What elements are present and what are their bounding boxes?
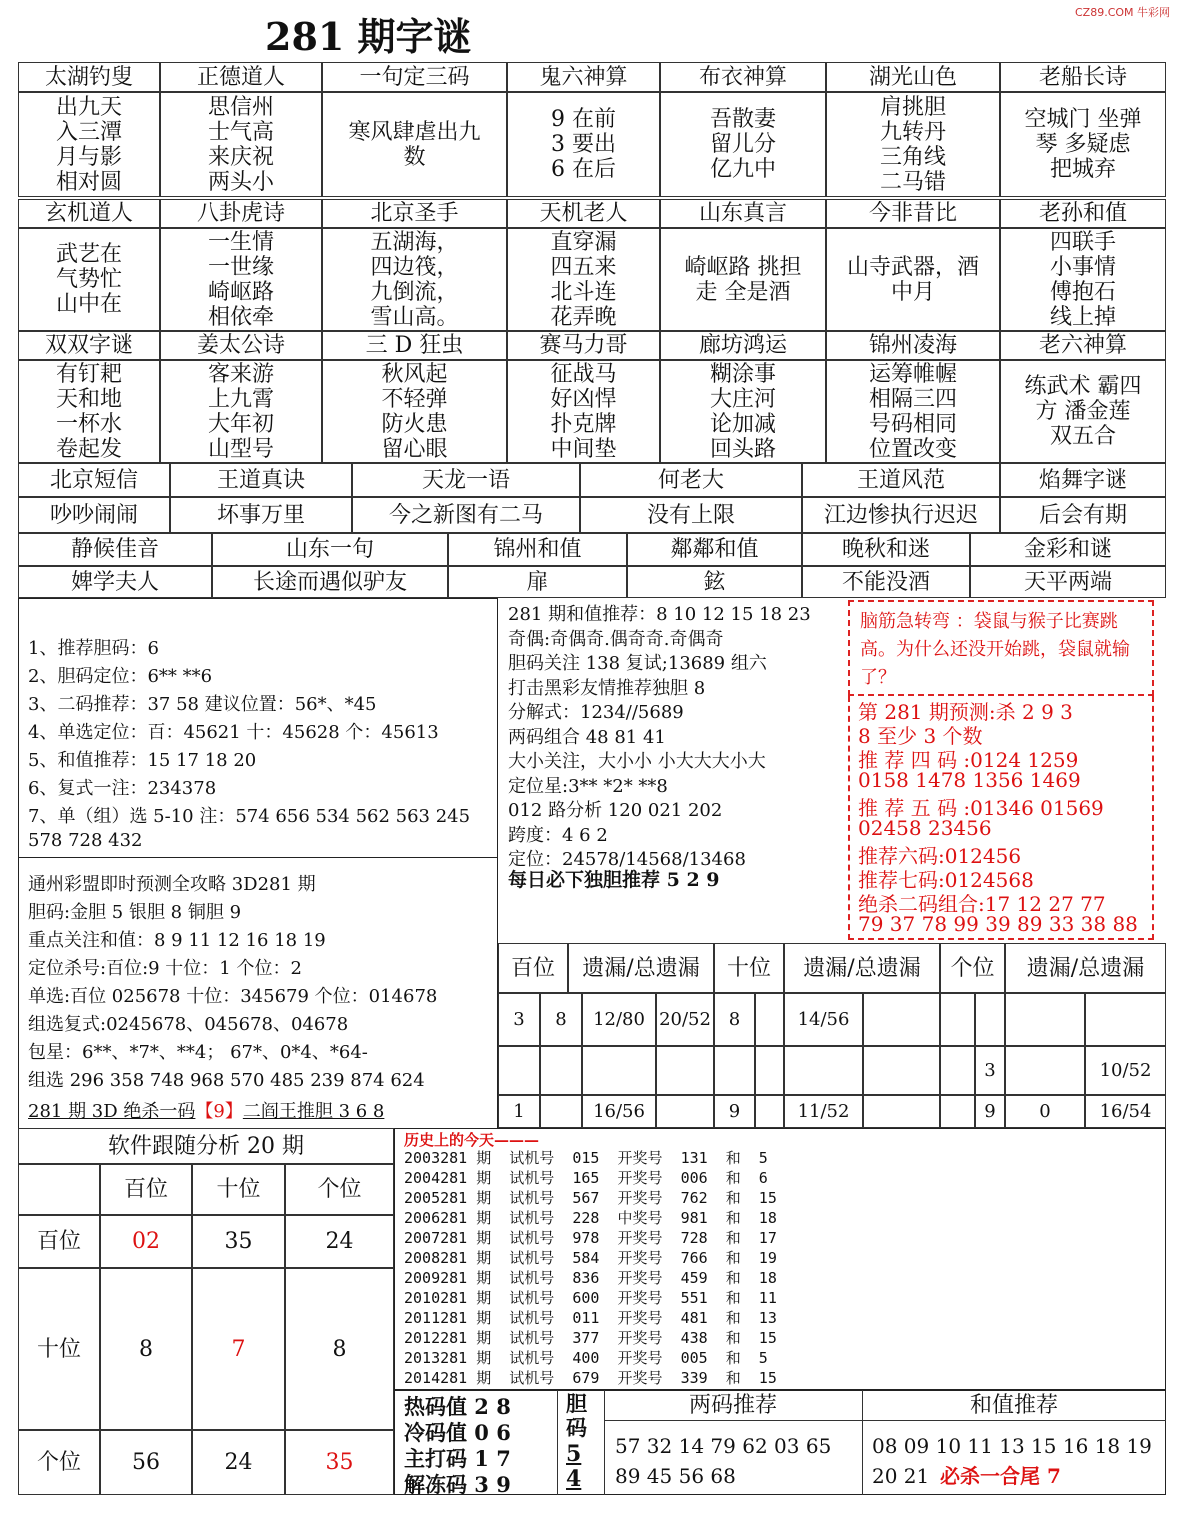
soft-cell: 24: [192, 1430, 285, 1495]
row5-value: 不能没酒: [802, 566, 970, 598]
recommend-line: 578 728 432: [28, 830, 143, 851]
divider: [604, 1420, 1166, 1421]
row4-value: 今之新图有二马: [352, 497, 580, 533]
predict-line: 推 荐 五 码 :01346 01569: [858, 796, 1104, 820]
row5-header: 金彩和谜: [970, 533, 1166, 566]
miss-cell: [940, 1046, 975, 1095]
grid-riddle: 五湖海， 四边筏， 九倒流， 雪山高。: [322, 228, 507, 331]
recommend-line: 1、推荐胆码：6: [28, 638, 159, 659]
grid-header: 双双字谜: [18, 331, 160, 360]
soft-row-label: 个位: [18, 1430, 100, 1495]
miss-cell: [863, 1095, 940, 1128]
tongzhou-line: 定位杀号:百位:9 十位：1 个位：2: [28, 958, 302, 979]
grid-header: 山东真言: [660, 199, 826, 228]
history-line: 2013281 期 试机号 400 开奖号 005 和 5: [404, 1349, 768, 1367]
grid-riddle: 武艺在 气势忙 山中在: [18, 228, 160, 331]
tongzhou-line: 组选复式:0245678、045678、04678: [28, 1014, 349, 1035]
miss-cell: 1: [498, 1095, 540, 1128]
analysis-line: 012 路分析 120 021 202: [508, 800, 723, 821]
miss-cell: 11/52: [784, 1095, 863, 1128]
tongzhou-line: 通州彩盟即时预测全攻略 3D281 期: [28, 874, 316, 895]
predict-line: 8 至少 3 个数: [858, 724, 983, 748]
grid-riddle: 客来游 上九霄 大年初 山型号: [160, 360, 322, 463]
tongzhou-line: 重点关注和值：8 9 11 12 16 18 19: [28, 930, 326, 951]
miss-cell: [540, 1046, 582, 1095]
analysis-line: 大小关注，大小小 小大大大小大: [508, 751, 766, 772]
soft-cell: 56: [100, 1430, 192, 1495]
miss-cell: [755, 1095, 784, 1128]
dan-n2: 4: [566, 1466, 582, 1492]
miss-cell: 0: [1005, 1095, 1085, 1128]
grid-header: 赛马力哥: [507, 331, 660, 360]
history-line: 2003281 期 试机号 015 开奖号 131 和 5: [404, 1149, 768, 1167]
two-values: 57 32 14 79 62 03 65 89 45 56 68: [615, 1434, 832, 1488]
history-line: 2009281 期 试机号 836 开奖号 459 和 18: [404, 1269, 777, 1287]
grid-riddle: 肩挑胆 九转丹 三角线 二马错: [826, 92, 1000, 197]
soft-corner: [18, 1164, 100, 1215]
soft-col-header: 个位: [285, 1164, 394, 1215]
grid-header: 布衣神算: [660, 62, 826, 92]
recommend-line: 7、单（组）选 5-10 注：574 656 534 562 563 245: [28, 806, 471, 827]
recommend-line: 3、二码推荐：37 58 建议位置：56*、*45: [28, 694, 377, 715]
hot-line: 解冻码 3 9: [404, 1472, 511, 1497]
miss-cell: [582, 1046, 656, 1095]
analysis-line: 281 期和值推荐：8 10 12 15 18 23: [508, 604, 811, 625]
tongzhou-line: 胆码:金胆 5 银胆 8 铜胆 9: [28, 902, 242, 923]
row5-header: 鄰鄰和值: [627, 533, 802, 566]
history-line: 2010281 期 试机号 600 开奖号 551 和 11: [404, 1289, 777, 1307]
history-line: 2004281 期 试机号 165 开奖号 006 和 6: [404, 1169, 768, 1187]
miss-cell: [498, 1046, 540, 1095]
soft-cell: 8: [100, 1268, 192, 1430]
recommend-line: 2、胆码定位：6** **6: [28, 666, 213, 687]
miss-cell: [1085, 993, 1166, 1046]
row5-value: 扉: [448, 566, 627, 598]
hot-line: 冷码值 0 6: [404, 1420, 511, 1445]
history-line: 2007281 期 试机号 978 开奖号 728 和 17: [404, 1229, 777, 1247]
miss-cell: 3: [498, 993, 540, 1046]
predict-line: 推荐六码:012456: [858, 844, 1022, 868]
divider: [557, 1390, 558, 1495]
row4-value: 坏事万里: [170, 497, 352, 533]
row5-header: 晚秋和迷: [802, 533, 970, 566]
hot-line: 主打码 1 7: [404, 1446, 511, 1471]
recommend-line: 6、复式一注：234378: [28, 778, 217, 799]
history-line: 2012281 期 试机号 377 开奖号 438 和 15: [404, 1329, 777, 1347]
miss-cell: 8: [540, 993, 582, 1046]
grid-header: 天机老人: [507, 199, 660, 228]
watermark: CZ89.COM 牛彩网: [1075, 6, 1171, 19]
riddle-box: [848, 600, 1154, 696]
miss-cell: [975, 993, 1005, 1046]
miss-header: 遗漏/总遗漏: [1005, 943, 1166, 993]
history-line: 2008281 期 试机号 584 开奖号 766 和 19: [404, 1249, 777, 1267]
predict-line: 第 281 期预测:杀 2 9 3: [858, 700, 1073, 724]
grid-riddle: 思信州 士气高 来庆祝 两头小: [160, 92, 322, 197]
miss-cell: [714, 1046, 755, 1095]
sum-kill: 必杀一合尾 7: [940, 1464, 1061, 1488]
miss-cell: [1005, 993, 1085, 1046]
history-line: 2011281 期 试机号 011 开奖号 481 和 13: [404, 1309, 777, 1327]
row5-header: 锦州和值: [448, 533, 627, 566]
row4-header: 王道真诀: [170, 463, 352, 497]
sum-values: 08 09 10 11 13 15 16 18 19 20 21: [872, 1434, 1152, 1488]
daily-dan: 每日必下独胆推荐 5 2 9: [508, 869, 720, 891]
grid-header: 北京圣手: [322, 199, 507, 228]
miss-cell: [656, 1046, 714, 1095]
grid-riddle: 有钉耙 天和地 一杯水 卷起发: [18, 360, 160, 463]
predict-line: 02458 23456: [858, 816, 992, 840]
dan-n1: 5: [566, 1441, 582, 1467]
row4-header: 天龙一语: [352, 463, 580, 497]
soft-cell: 02: [100, 1215, 192, 1268]
grid-riddle: 吾散妻 留儿分 亿九中: [660, 92, 826, 197]
hot-line: 热码值 2 8: [404, 1394, 511, 1419]
miss-cell: 3: [975, 1046, 1005, 1095]
grid-header: 锦州凌海: [826, 331, 1000, 360]
history-line: 2006281 期 试机号 228 中奖号 981 和 18: [404, 1209, 777, 1227]
soft-cell: 35: [192, 1215, 285, 1268]
analysis-line: 定位星:3** *2* **8: [508, 775, 668, 797]
kill-value: 【9】: [195, 1101, 243, 1122]
row5-value: 婢学夫人: [18, 566, 212, 598]
grid-header: 一句定三码: [322, 62, 507, 92]
miss-cell: 20/52: [656, 993, 714, 1046]
miss-cell: [656, 1095, 714, 1128]
soft-row-label: 十位: [18, 1268, 100, 1430]
predict-line: 79 37 78 99 39 89 33 38 88: [858, 912, 1138, 936]
grid-header: 姜太公诗: [160, 331, 322, 360]
grid-riddle: 直穿漏 四五来 北斗连 花弄晚: [507, 228, 660, 331]
soft-cell: 35: [285, 1430, 394, 1495]
page-title: 281 期字谜: [265, 14, 472, 59]
miss-cell: [940, 993, 975, 1046]
grid-header: 今非昔比: [826, 199, 1000, 228]
miss-cell: [863, 993, 940, 1046]
recommend-line: 4、单选定位：百：45621 十：45628 个：45613: [28, 722, 439, 743]
tongzhou-line: 组选 296 358 748 968 570 485 239 874 624: [28, 1070, 425, 1091]
grid-riddle: 9 在前 3 要出 6 在后: [507, 92, 660, 197]
grid-header: 老孙和值: [1000, 199, 1166, 228]
miss-header: 遗漏/总遗漏: [784, 943, 940, 993]
row4-header: 焰舞字谜: [1000, 463, 1166, 497]
grid-header: 玄机道人: [18, 199, 160, 228]
miss-cell: 9: [975, 1095, 1005, 1128]
row5-value: 天平两端: [970, 566, 1166, 598]
grid-riddle: 糊涂事 大庄河 论加减 回头路: [660, 360, 826, 463]
miss-cell: [1005, 1046, 1085, 1095]
grid-header: 八卦虎诗: [160, 199, 322, 228]
row4-value: 后会有期: [1000, 497, 1166, 533]
tongzhou-line: 单选:百位 025678 十位：345679 个位：014678: [28, 986, 438, 1007]
miss-cell: [784, 1046, 863, 1095]
grid-riddle: 征战马 好凶悍 扑克牌 中间垫: [507, 360, 660, 463]
miss-cell: 14/56: [784, 993, 863, 1046]
miss-cell: [755, 993, 784, 1046]
grid-riddle: 练武术 霸四 方 潘金莲 双五合: [1000, 360, 1166, 463]
two-title: 两码推荐: [688, 1392, 777, 1418]
analysis-line: 定位：24578/14568/13468: [508, 849, 746, 870]
miss-cell: 16/56: [582, 1095, 656, 1128]
miss-cell: [755, 1046, 784, 1095]
dan-label: 胆 码: [566, 1391, 587, 1440]
row4-value: 没有上限: [580, 497, 802, 533]
grid-header: 鬼六神算: [507, 62, 660, 92]
grid-header: 三 D 狂虫: [322, 331, 507, 360]
row4-header: 何老大: [580, 463, 802, 497]
grid-header: 老船长诗: [1000, 62, 1166, 92]
soft-row-label: 百位: [18, 1215, 100, 1268]
kill-line: [28, 1097, 384, 1123]
row4-value: 江边惨执行迟迟: [802, 497, 1000, 533]
dan-label: 二阎王推胆 3 6 8: [242, 1101, 385, 1122]
miss-header: 十位: [714, 943, 784, 993]
grid-riddle: 山寺武器，酒 中月: [826, 228, 1000, 331]
analysis-line: 打击黑彩友情推荐独胆 8: [508, 677, 706, 699]
analysis-line: 奇偶:奇偶奇.偶奇奇.奇偶奇: [508, 628, 724, 650]
grid-riddle: 出九天 入三潭 月与影 相对圆: [18, 92, 160, 197]
soft-cell: 8: [285, 1268, 394, 1430]
miss-cell: 10/52: [1085, 1046, 1166, 1095]
miss-header: 个位: [940, 943, 1005, 993]
miss-header: 百位: [498, 943, 568, 993]
predict-line: 0158 1478 1356 1469: [858, 768, 1081, 792]
tongzhou-line: 包星：6**、*7*、**4； 67*、0*4、*64-: [28, 1042, 368, 1063]
grid-riddle: 一生情 一世缘 崎岖路 相依牵: [160, 228, 322, 331]
recommend-line: 5、和值推荐：15 17 18 20: [28, 750, 257, 771]
soft-col-header: 百位: [100, 1164, 192, 1215]
grid-riddle: 四联手 小事情 傅抱石 线上掉: [1000, 228, 1166, 331]
row4-header: 北京短信: [18, 463, 170, 497]
row4-value: 吵吵闹闹: [18, 497, 170, 533]
miss-cell: 16/54: [1085, 1095, 1166, 1128]
row5-header: 山东一句: [212, 533, 448, 566]
soft-title: 软件跟随分析 20 期: [18, 1128, 394, 1164]
analysis-line: 胆码关注 138 复试;13689 组六: [508, 653, 767, 674]
miss-header: 遗漏/总遗漏: [568, 943, 714, 993]
grid-riddle: 崎岖路 挑担 走 全是酒: [660, 228, 826, 331]
miss-cell: 12/80: [582, 993, 656, 1046]
predict-line: 推 荐 四 码 :0124 1259: [858, 748, 1079, 772]
history-title: 历史上的今天———: [404, 1131, 540, 1149]
soft-cell: 24: [285, 1215, 394, 1268]
predict-line: 推荐七码:0124568: [858, 868, 1034, 892]
grid-header: 正德道人: [160, 62, 322, 92]
miss-cell: [540, 1095, 582, 1128]
soft-cell: 7: [192, 1268, 285, 1430]
row4-header: 王道风范: [802, 463, 1000, 497]
grid-riddle: 空城门 坐弹 琴 多疑虑 把城弃: [1000, 92, 1166, 197]
analysis-line: 分解式：1234//5689: [508, 702, 684, 723]
grid-riddle: 寒风肆虐出九 数: [322, 92, 507, 197]
miss-cell: 9: [714, 1095, 755, 1128]
predict-line: 绝杀二码组合:17 12 27 77: [858, 892, 1106, 916]
grid-header: 老六神算: [1000, 331, 1166, 360]
history-line: 2005281 期 试机号 567 开奖号 762 和 15: [404, 1189, 777, 1207]
grid-riddle: 运筹帷幄 相隔三四 号码相同 位置改变: [826, 360, 1000, 463]
history-line: 2014281 期 试机号 679 开奖号 339 和 15: [404, 1369, 777, 1387]
grid-header: 太湖钓叟: [18, 62, 160, 92]
analysis-line: 两码组合 48 81 41: [508, 726, 666, 748]
row5-value: 长途而遇似驴友: [212, 566, 448, 598]
row5-header: 静候佳音: [18, 533, 212, 566]
grid-header: 湖光山色: [826, 62, 1000, 92]
miss-cell: [863, 1046, 940, 1095]
kill-label: 281 期 3D 绝杀一码: [28, 1101, 196, 1122]
miss-cell: [940, 1095, 975, 1128]
sum-title: 和值推荐: [969, 1392, 1058, 1418]
soft-col-header: 十位: [192, 1164, 285, 1215]
riddle-text: 脑筋急转弯 ：袋鼠与猴子比赛跳高。为什么还没开始跳，袋鼠就输了？: [860, 611, 1130, 688]
row5-value: 鉉: [627, 566, 802, 598]
grid-header: 廊坊鸿运: [660, 331, 826, 360]
analysis-line: 跨度：4 6 2: [508, 824, 608, 846]
miss-cell: 8: [714, 993, 755, 1046]
grid-riddle: 秋风起 不轻弹 防火患 留心眼: [322, 360, 507, 463]
